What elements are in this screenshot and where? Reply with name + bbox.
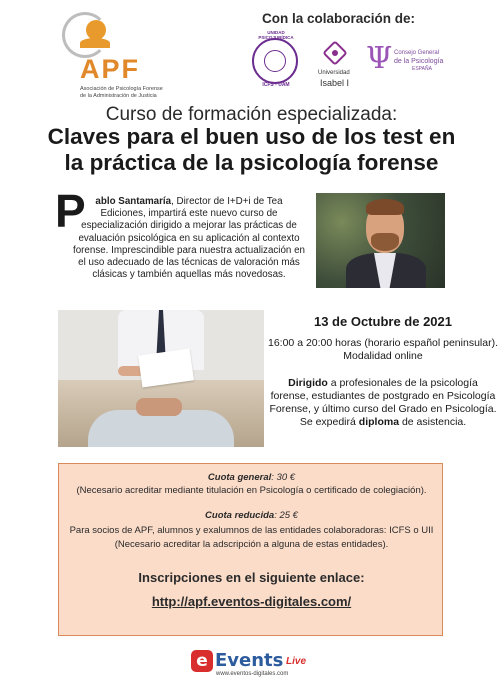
isabel-label-1: Universidad <box>318 70 350 76</box>
collaboration-label: Con la colaboración de: <box>262 11 416 26</box>
apf-figure-body-icon <box>80 38 110 48</box>
general-fee <box>59 472 444 483</box>
fees-box <box>58 463 443 636</box>
apf-logo-text: APF <box>80 54 140 84</box>
intro-text: , Director de I+D+i de Tea Ediciones, impartirá este nuevo curso de especialización dirigido a mejorar las prácticas de evaluación psicológica en su aplicación al contexto forense. Imprescindible para nuestra actualización en el uso adecuado de las técnicas de valoración más clásicas y también aquellas más novedosas. <box>73 196 305 281</box>
desk-photo <box>58 310 264 447</box>
reduced-fee-who: Para socios de APF, alumnos y exalumnos de las entidades colaboradoras: ICFS o UII <box>69 525 434 536</box>
reduced-fee-label: Cuota reducida <box>205 510 275 521</box>
ufu-logo-bottom-text: ICFS - UAM <box>262 82 290 88</box>
isabel-logo <box>322 40 348 66</box>
events-live: Live <box>286 656 307 667</box>
general-fee-value: : 30 € <box>271 472 296 483</box>
isabel-label-2: Isabel I <box>320 78 350 88</box>
cgp-label-1: Consejo General <box>394 50 440 56</box>
ufu-logo <box>252 38 298 84</box>
diploma-bold: diploma <box>358 416 400 428</box>
speaker-name: ablo Santamaría <box>95 196 172 207</box>
course-date: 13 de Octubre de 2021 <box>313 314 452 329</box>
cgp-label-2: de la Psicología <box>394 58 444 65</box>
course-hours: 16:00 a 20:00 horas (horario español peninsular). Modalidad online <box>268 337 498 362</box>
cgp-label-3: ESPAÑA <box>412 66 432 72</box>
audience-text: a profesionales de la psicología forense, estudiantes de postgrado en Psicología Forense, y último curso del Grado en Psicología. <box>269 377 497 415</box>
course-subtitle: Curso de formación especializada: <box>105 104 398 125</box>
signup-heading: Inscripciones en el siguiente enlace: <box>138 570 365 585</box>
reduced-fee-value: : 25 € <box>274 510 298 521</box>
ufu-inner-ring-icon <box>264 50 286 72</box>
intro-dropcap: P <box>55 185 86 237</box>
general-fee-note: (Necesario acreditar mediante titulación en Psicología o certificado de colegiación). <box>76 485 427 496</box>
events-badge-icon: e <box>191 650 213 672</box>
events-brand: Events <box>215 650 284 671</box>
diploma-post: de asistencia. <box>399 416 467 428</box>
apf-logo <box>62 12 182 99</box>
reduced-fee <box>59 510 444 521</box>
general-fee-label: Cuota general <box>207 472 272 483</box>
apf-figure-icon <box>86 20 106 40</box>
reduced-fee-note: (Necesario acreditar la adscripción a alguna de estas entidades). <box>114 539 389 550</box>
cgp-psi-icon: Ψ <box>366 41 393 76</box>
apf-subtitle-2: de la Administración de Justicia <box>80 93 157 99</box>
course-title-line1: Claves para el buen uso de los test en <box>47 124 456 149</box>
diploma-pre: Se expedirá <box>299 416 359 428</box>
apf-subtitle-1: Asociación de Psicología Forense <box>80 86 163 92</box>
cgp-logo <box>366 41 396 76</box>
signup-link[interactable]: http://apf.eventos-digitales.com/ <box>151 594 352 609</box>
audience-label: Dirigido <box>288 377 328 389</box>
speaker-photo <box>316 193 445 288</box>
isabel-dot-icon <box>332 50 338 56</box>
course-title-line2: la práctica de la psicología forense <box>64 150 439 175</box>
course-audience <box>268 377 498 429</box>
events-url: www.eventos-digitales.com <box>216 671 289 677</box>
intro-paragraph <box>72 196 306 281</box>
ufu-logo-top-text: UNIDAD PSICOJURÍDICA <box>258 30 294 40</box>
